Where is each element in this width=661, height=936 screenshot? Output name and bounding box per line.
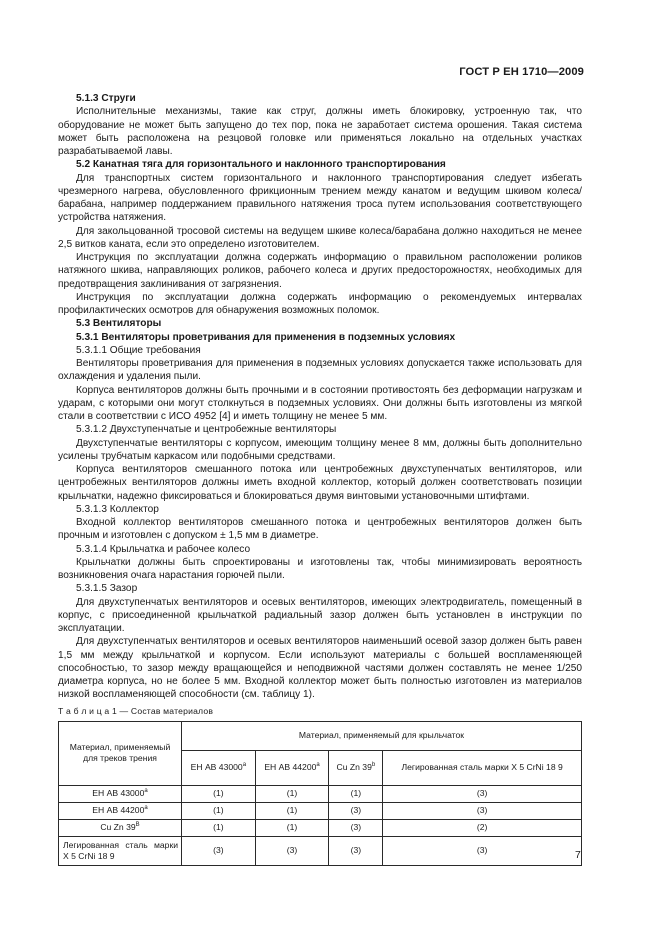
table-row	[59, 802, 582, 819]
section-5-3-1-2-heading: 5.3.1.2 Двухступенчатые и центробежные вентиляторы	[76, 424, 337, 436]
table-row-label: ЕН АВ 44200$^a$	[59, 802, 182, 819]
section-5-2-paragraph-3: Инструкция по эксплуатации должна содержать информацию о правильном расположении роликов натяжного шкива, направляющих роликов, рабочего колеса и других предосторожностях, необходимых для предотвращения заклинивания от загрязнения.	[58, 252, 582, 290]
materials-table	[58, 721, 582, 866]
table-cell: (3)	[383, 785, 582, 802]
table-cell: (1)	[182, 785, 256, 802]
section-5-2-paragraph-4: Инструкция по эксплуатации должна содержать информацию о рекомендуемых интервалах профилактических осмотров для обнаружения возможных поломок.	[58, 291, 582, 316]
section-5-3-heading: 5.3 Вентиляторы	[76, 318, 162, 330]
section-5-3-1-4-heading: 5.3.1.4 Крыльчатка и рабочее колесо	[76, 543, 251, 555]
section-5-3-1-3-paragraph: Входной коллектор вентиляторов смешанного потока и центробежных вентиляторов должен быть прочным и изготовлен с допуском ± 1,5 мм в диаметре.	[58, 517, 582, 542]
section-5-3-1-4-paragraph: Крыльчатки должны быть спроектированы и изготовлены так, чтобы минимизировать вероятность возникновения очага нарастания горючей пыли.	[58, 556, 582, 581]
section-5-3-1-heading: 5.3.1 Вентиляторы проветривания для применения в подземных условиях	[76, 331, 456, 343]
section-5-2-heading: 5.2 Канатная тяга для горизонтального и наклонного транспортирования	[76, 159, 446, 171]
table-row	[59, 836, 582, 865]
section-5-3-1-2-paragraph-2: Корпуса вентиляторов смешанного потока или центробежных двухступенчатых вентиляторов, или центробежных вентиляторов должны иметь входной коллектор, который должен соответствовать позиции крыльчатки, надежно фиксироваться и блокироваться двумя винтовыми установочными штифтами.	[58, 464, 582, 502]
table-row	[59, 785, 582, 802]
table-cell: (2)	[383, 819, 582, 836]
table-1-caption: Т а б л и ц а 1 — Состав материалов	[58, 705, 214, 716]
section-5-3-1-5-paragraph-2: Для двухступенчатых вентиляторов и осевых вентиляторов наименьший осевой зазор должен быть равен 1,5 мм между крыльчаткой и корпусом. Если используют материалы с большей воспламеняющей способностью, то зазор между вращающейся и неподвижной частями должен составлять не менее 1/250 диаметра корпуса, но не более 5 мм. Входной коллектор может быть полностью изготовлен из материалов низкой воспламеняющей способности (см. таблицу 1).	[58, 636, 582, 701]
table-cell: (3)	[329, 802, 383, 819]
table-row-label: ЕН АВ 43000$^a$	[59, 785, 182, 802]
table-cell: (1)	[329, 785, 383, 802]
table-cell: (3)	[255, 836, 329, 865]
section-5-2-paragraph-1: Для транспортных систем горизонтального и наклонного транспортирования следует избегать чрезмерного нагрева, обусловленного фрикционным трением между канатом и ведущим шкивом колеса/барабана, например поддержанием правильного натяжения троса путем использования соответствующего устройства натяжения.	[58, 172, 582, 224]
section-5-3-1-1-heading: 5.3.1.1 Общие требования	[76, 344, 201, 356]
page-number: 7	[575, 849, 581, 861]
table-cell: (3)	[329, 836, 383, 865]
table-column-header: ЕН АВ 43000$^a$	[182, 750, 256, 785]
section-5-2-paragraph-2: Для закольцованной тросовой системы на ведущем шкиве колеса/барабана должно находиться не менее 2,5 витков каната, если это определено изготовителем.	[58, 225, 582, 250]
section-5-3-1-2-paragraph-1: Двухступенчатые вентиляторы с корпусом, имеющим толщину менее 8 мм, должны быть дополнительно усилены трубчатым каркасом или подобными средствами.	[58, 437, 582, 462]
table-column-header: Легированная сталь марки X 5 CrNi 18 9	[383, 750, 582, 785]
section-5-3-1-5-heading: 5.3.1.5 Зазор	[76, 583, 138, 595]
table-row-label: Легированная сталь марки X 5 CrNi 18 9	[59, 836, 182, 865]
section-5-3-1-1-paragraph-2: Корпуса вентиляторов должны быть прочными и в состоянии противостоять без деформации нагрузкам и ударам, с которыми они могут столкнуться в подземных условиях. Они должны быть изготовлены из мягкой стали в соответствии с ИСО 4952 [4] и иметь толщину не менее 5 мм.	[58, 384, 582, 422]
table-cell: (1)	[255, 785, 329, 802]
table-row	[59, 819, 582, 836]
table-group-header: Материал, применяемый для крыльчаток	[182, 721, 582, 750]
section-5-3-1-5-paragraph-1: Для двухступенчатых вентиляторов и осевых вентиляторов, имеющих электродвигатель, помещенный в корпус, с присоединенной крыльчаткой радиальный зазор должен быть установлен в инструкции по эксплуатации.	[58, 596, 582, 634]
table-cell: (3)	[383, 836, 582, 865]
table-row-label: Cu Zn $39^B$	[59, 819, 182, 836]
document-number-header: ГОСТ Р ЕН 1710—2009	[459, 66, 584, 78]
table-cell: (1)	[255, 802, 329, 819]
section-5-3-1-1-paragraph-1: Вентиляторы проветривания для применения в подземных условиях допускается также использовать для охлаждения и удаления пыли.	[58, 358, 582, 383]
page-body	[58, 92, 582, 866]
section-5-1-3-paragraph: Исполнительные механизмы, такие как струг, должны иметь блокировку, устроенную так, что оборудование не может быть запущено до тех пор, пока не заработает система орошения. Такая система может быть расположена на резцовой головке или применяться локально на отдельных участках разрабатываемой лавы.	[58, 106, 582, 157]
table-cell: (1)	[182, 802, 256, 819]
table-cell: (3)	[182, 836, 256, 865]
section-5-1-3-heading: 5.1.3 Струги	[76, 93, 136, 104]
table-cell: (3)	[329, 819, 383, 836]
section-5-3-1-3-heading: 5.3.1.3 Коллектор	[76, 503, 159, 515]
table-row-header: Материал, применяемый для треков трения	[59, 721, 182, 785]
table-column-header: ЕН АВ 44200$^a$	[255, 750, 329, 785]
table-cell: (3)	[383, 802, 582, 819]
table-cell: (1)	[182, 819, 256, 836]
table-column-header: Cu Zn 39$^b$	[329, 750, 383, 785]
table-cell: (1)	[255, 819, 329, 836]
